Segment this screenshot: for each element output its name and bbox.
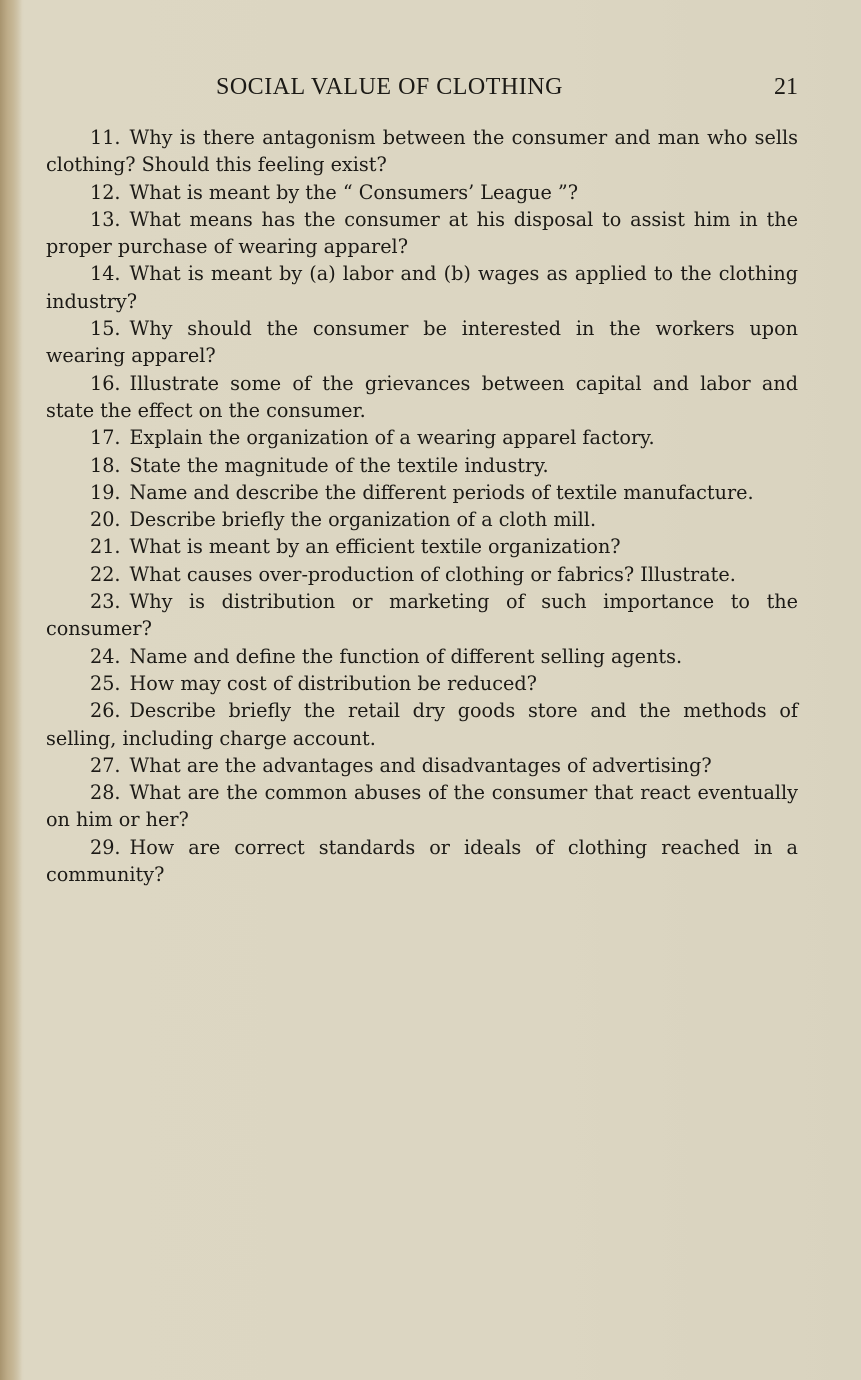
question-number: 27. bbox=[90, 753, 121, 777]
question-text: What is meant by an efficient textile organization? bbox=[129, 535, 621, 559]
question-text: Why is there antagonism between the consumer and man who sells clothing? Should this feeling exist? bbox=[46, 126, 798, 177]
question-number: 26. bbox=[90, 699, 121, 723]
question-item bbox=[46, 206, 798, 261]
question-item bbox=[46, 315, 798, 370]
question-text: What causes over-production of clothing or fabrics? Illustrate. bbox=[129, 562, 736, 586]
running-header bbox=[46, 74, 798, 108]
question-number: 22. bbox=[90, 562, 121, 586]
question-number: 12. bbox=[90, 180, 121, 204]
question-item bbox=[46, 643, 798, 670]
question-item bbox=[46, 124, 798, 179]
question-item bbox=[46, 479, 798, 506]
running-title: SOCIAL VALUE OF CLOTHING bbox=[216, 74, 563, 100]
question-number: 25. bbox=[90, 671, 121, 695]
question-number: 23. bbox=[90, 590, 121, 614]
page-number: 21 bbox=[774, 74, 798, 100]
question-text: Why is distribution or marketing of such importance to the consumer? bbox=[46, 590, 798, 641]
question-number: 15. bbox=[90, 317, 121, 341]
question-item bbox=[46, 533, 798, 560]
question-item bbox=[46, 370, 798, 425]
question-number: 18. bbox=[90, 453, 121, 477]
question-list bbox=[46, 124, 798, 888]
question-text: Explain the organization of a wearing apparel factory. bbox=[129, 426, 655, 450]
question-number: 29. bbox=[90, 835, 121, 859]
question-text: What are the common abuses of the consumer that react eventually on him or her? bbox=[46, 781, 798, 832]
question-number: 11. bbox=[90, 126, 121, 149]
question-number: 16. bbox=[90, 371, 121, 395]
question-item bbox=[46, 179, 798, 206]
question-text: Name and describe the different periods of textile manufacture. bbox=[129, 480, 754, 504]
question-text: What is meant by the “ Consumers’ League ”? bbox=[129, 180, 579, 204]
question-item bbox=[46, 452, 798, 479]
question-item bbox=[46, 424, 798, 451]
question-item bbox=[46, 834, 798, 889]
question-text: Name and define the function of different selling agents. bbox=[129, 644, 683, 668]
question-text: What are the advantages and disadvantages of advertising? bbox=[129, 753, 712, 777]
question-item bbox=[46, 506, 798, 533]
question-number: 17. bbox=[90, 426, 121, 450]
question-text: How are correct standards or ideals of clothing reached in a community? bbox=[46, 835, 798, 887]
question-number: 21. bbox=[90, 535, 121, 559]
question-text: Describe briefly the organization of a cloth mill. bbox=[129, 508, 597, 532]
question-item bbox=[46, 561, 798, 588]
question-item bbox=[46, 779, 798, 834]
question-text: Why should the consumer be interested in the workers upon wearing apparel? bbox=[46, 317, 798, 368]
question-text: What means has the consumer at his disposal to assist him in the proper purchase of wearing apparel? bbox=[46, 207, 798, 259]
question-text: State the magnitude of the textile industry. bbox=[129, 453, 549, 477]
question-number: 14. bbox=[90, 262, 121, 286]
question-number: 20. bbox=[90, 508, 121, 532]
question-text: What is meant by (a) labor and (b) wages as applied to the clothing industry? bbox=[46, 262, 798, 313]
question-text: How may cost of distribution be reduced? bbox=[129, 671, 537, 695]
question-item bbox=[46, 588, 798, 643]
question-item bbox=[46, 670, 798, 697]
question-number: 28. bbox=[90, 781, 121, 805]
book-spine-shadow bbox=[0, 0, 22, 1380]
question-text: Describe briefly the retail dry goods store and the methods of selling, including charge account. bbox=[46, 699, 798, 750]
question-item bbox=[46, 752, 798, 779]
question-item bbox=[46, 260, 798, 315]
question-item bbox=[46, 697, 798, 752]
question-number: 24. bbox=[90, 644, 121, 668]
question-text: Illustrate some of the grievances between capital and labor and state the effect on the consumer. bbox=[46, 371, 798, 422]
question-number: 19. bbox=[90, 480, 121, 504]
question-number: 13. bbox=[90, 207, 121, 231]
